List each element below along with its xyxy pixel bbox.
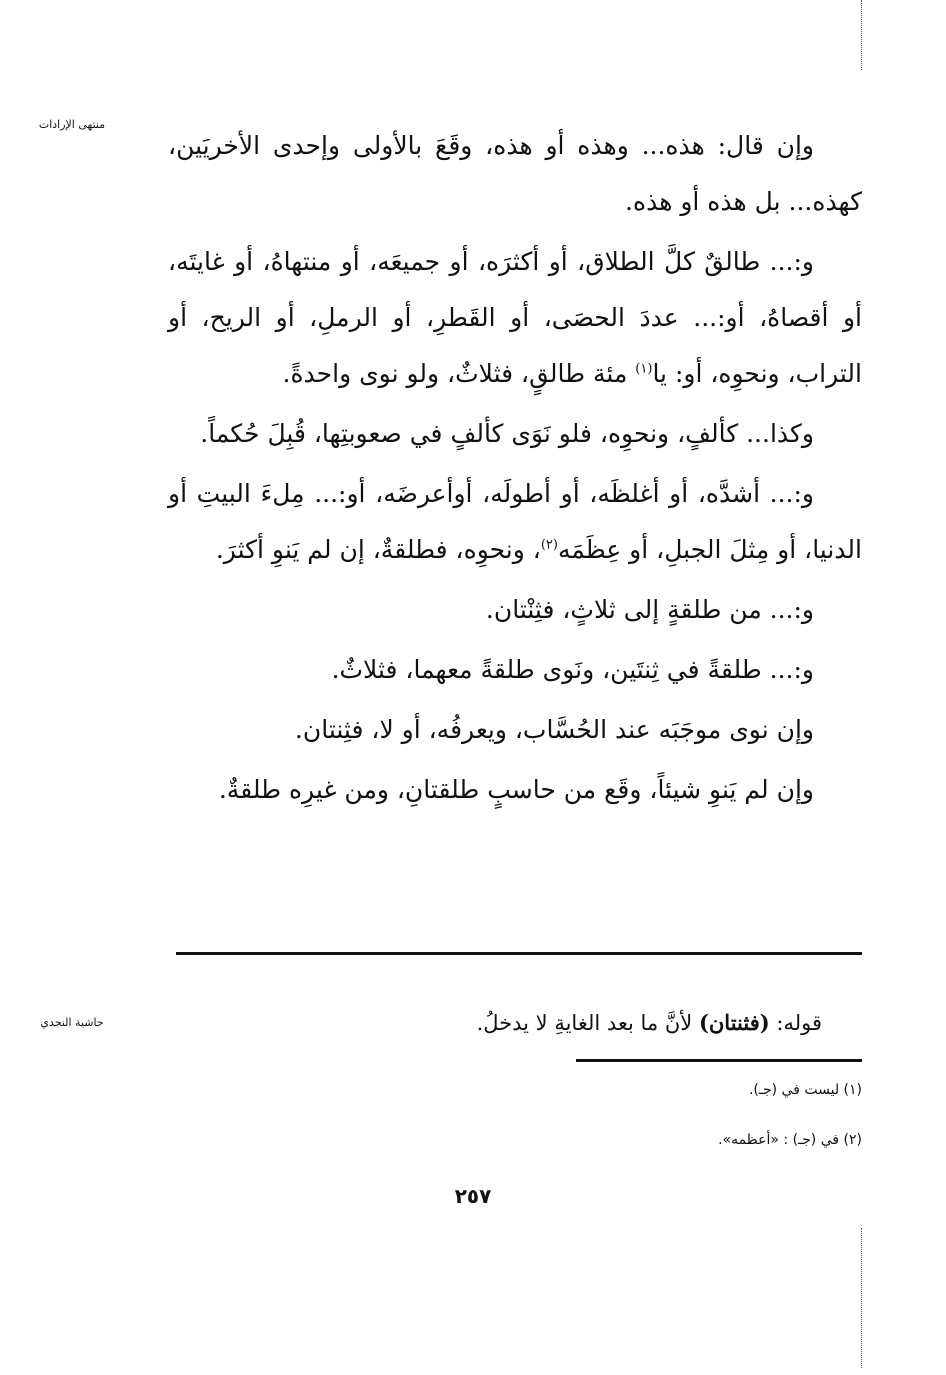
footnote: (٢) في (جـ) : «أعظمه». — [718, 1132, 862, 1148]
paragraph — [168, 234, 862, 402]
paragraph-text: مئة طالقٍ، فثلاثٌ، ولو نوى واحدةً. — [282, 359, 636, 388]
margin-label-commentary: حاشية النجدي — [40, 1016, 104, 1029]
paragraph-text: وإن قال: هذه... وهذه أو هذه، وقَعَ بالأولى وإحدى الأخريَين، كهذه... بل هذه أو هذه. — [168, 131, 862, 216]
paragraph-text: و:... أشدَّه، أو أغلظَه، أو أطولَه، أوأعرضَه، أو:... مِلءَ البيتِ أو الدنيا، أو مِثلَ الجبلِ، أو عِظَمَه — [168, 479, 862, 564]
margin-dotted-rule — [861, 0, 862, 70]
commentary-text — [176, 1006, 862, 1040]
footnote-marker: (١) — [635, 361, 653, 377]
paragraph — [168, 406, 862, 462]
footnote-divider — [576, 1059, 862, 1062]
page-number: ٢٥٧ — [454, 1184, 492, 1208]
paragraph-text: و:... طلقةً في ثِنتَين، ونَوى طلقةً معهما، فثلاثٌ. — [331, 655, 814, 684]
footnote-marker: (٢) — [540, 537, 558, 553]
paragraph — [168, 582, 862, 638]
paragraph — [168, 762, 862, 818]
paragraph — [168, 702, 862, 758]
paragraph-text: و:... من طلقةٍ إلى ثلاثٍ، فثِنْتان. — [485, 595, 814, 624]
paragraph-text: و:... طالقٌ كلَّ الطلاق، أو أكثرَه، أو جميعَه، أو منتهاهُ، أو غايتَه، أو أقصاهُ، أو:... عددَ الحصَى، أو القَطرِ، أو الرملِ، أو الريح، أو التراب، ونحوِه، أو: يا — [168, 247, 862, 388]
paragraph-text: وإن لم يَنوِ شيئاً، وقَع من حاسبٍ طلقتانِ، ومن غيرِه طلقةٌ. — [218, 775, 814, 804]
commentary-body: لأنَّ ما بعد الغايةِ لا يدخلُ. — [476, 1011, 699, 1035]
paragraph — [168, 466, 862, 578]
commentary-prefix: قوله: — [769, 1011, 822, 1035]
margin-label-source: منتهى الإرادات — [38, 118, 106, 131]
margin-dotted-rule — [861, 1228, 862, 1368]
paragraph-text: ، ونحوِه، فطلقةٌ، إن لم يَنوِ أكثرَ. — [215, 535, 541, 564]
paragraph — [168, 642, 862, 698]
paragraph-text: وإن نوى موجَبَه عند الحُسَّاب، ويعرفُه، أو لا، فثِنتان. — [294, 715, 814, 744]
commentary-keyword: (فثنتان) — [698, 1010, 770, 1035]
section-divider — [176, 952, 862, 955]
paragraph-text: وكذا... كألفٍ، ونحوِه، فلو نَوَى كألفٍ في صعوبتِها، قُبِلَ حُكماً. — [200, 419, 814, 448]
paragraph — [168, 118, 862, 230]
main-text — [168, 118, 862, 822]
footnote: (١) ليست في (جـ). — [748, 1082, 862, 1098]
